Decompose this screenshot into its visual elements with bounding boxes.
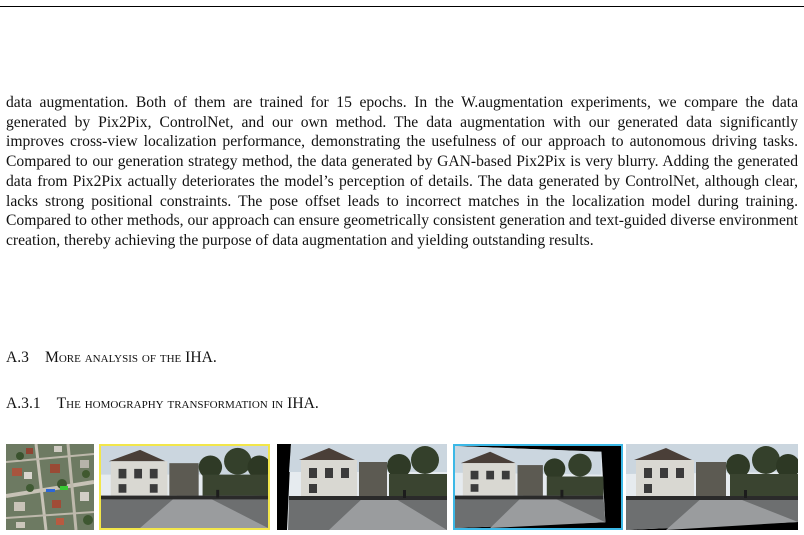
section-title: More analysis of the IHA. xyxy=(44,349,217,366)
page-top-rule xyxy=(0,6,804,7)
subsection-number: A.3.1 xyxy=(6,395,41,412)
section-number: A.3 xyxy=(6,349,29,366)
satellite-map-image xyxy=(6,444,94,530)
street-view-warped-image-2 xyxy=(453,444,623,530)
street-view-original-image xyxy=(99,444,270,530)
body-paragraph: data augmentation. Both of them are trained for 15 epochs. In the W.augmentation experiments, we compare the data generated by Pix2Pix, ControlNet, and our own method. The data augmentation with our generated data significantly improves cross-view localization performance, demonstrating the usefulness of our approach to autonomous driving tasks. Compared to our generation strategy method, the data generated by GAN-based Pix2Pix is very blurry. Adding the generated data from Pix2Pix actually deteriorates the model’s perception of details. The data generated by ControlNet, although clear, lacks strong positional constraints. The pose offset leads to incorrect matches in the localization model during training. Compared to other methods, our approach can ensure geometrically consistent generation and text-guided diverse environment creation, thereby achieving the purpose of data augmentation and yielding outstanding results. xyxy=(6,94,798,249)
street-view-warped-image-1 xyxy=(277,444,447,530)
figure-row xyxy=(6,444,798,530)
subsection-title: The homography transformation in IHA. xyxy=(56,395,319,412)
subsection-heading xyxy=(6,394,319,413)
street-view-warped-image-3 xyxy=(626,444,798,530)
section-heading xyxy=(6,348,217,367)
